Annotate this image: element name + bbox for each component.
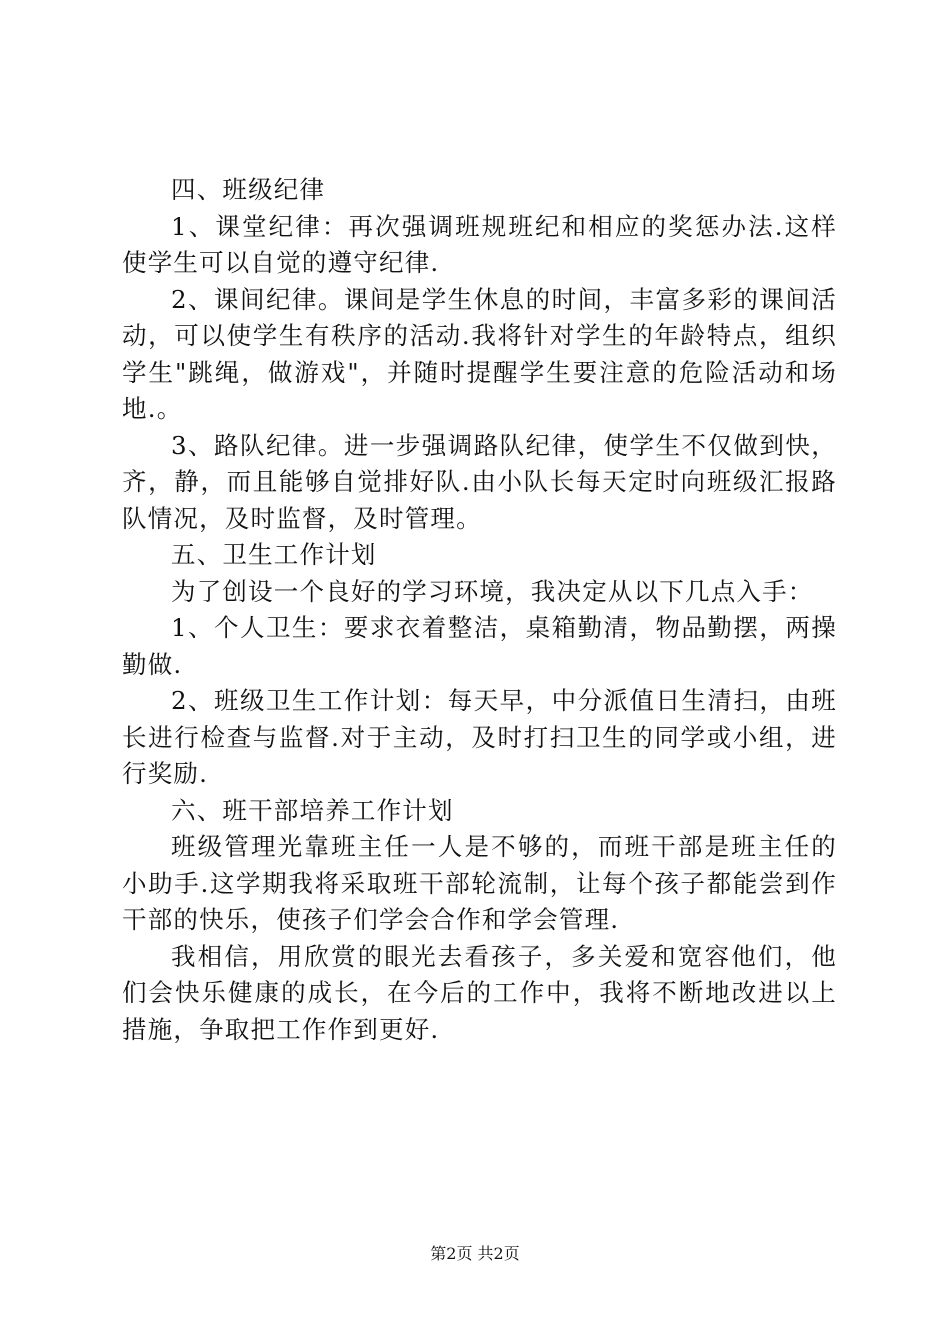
section-heading-cadre: 六、班干部培养工作计划	[171, 795, 454, 825]
page-number-footer: 第2页 共2页	[430, 1244, 520, 1263]
paragraph-class-hygiene: 2、班级卫生工作计划：每天早，中分派值日生清扫，由班长进行检查与监督.对于主动，及时打扫卫生的同学或小组，进行奖励.	[122, 686, 837, 788]
paragraph-classroom-discipline: 1、课堂纪律：再次强调班规班纪和相应的奖惩办法.这样使学生可以自觉的遵守纪律.	[122, 211, 837, 277]
paragraph-line-discipline: 3、路队纪律。进一步强调路队纪律，使学生不仅做到快，齐，静，而且能够自觉排好队.由小队长每天定时向班级汇报路队情况，及时监督，及时管理。	[122, 430, 837, 533]
paragraph-break-discipline: 2、课间纪律。课间是学生休息的时间，丰富多彩的课间活动，可以使学生有秩序的活动.我将针对学生的年龄特点，组织学生"跳绳，做游戏"，并随时提醒学生要注意的危险活动和场地.。	[122, 284, 837, 423]
document-body	[122, 172, 837, 1048]
paragraph-cadre-plan: 班级管理光靠班主任一人是不够的，而班干部是班主任的小助手.这学期我将采取班干部轮流制，让每个孩子都能尝到作干部的快乐，使孩子们学会合作和学会管理.	[122, 832, 837, 934]
section-heading-discipline: 四、班级纪律	[171, 175, 326, 204]
paragraph-hygiene-intro: 为了创设一个良好的学习环境，我决定从以下几点入手：	[171, 576, 814, 606]
paragraph-personal-hygiene: 1、个人卫生：要求衣着整洁，桌箱勤清，物品勤摆，两操勤做.	[122, 613, 837, 679]
section-heading-hygiene: 五、卫生工作计划	[171, 540, 377, 569]
paragraph-conclusion: 我相信，用欣赏的眼光去看孩子，多关爱和宽容他们，他们会快乐健康的成长，在今后的工作中，我将不断地改进以上措施，争取把工作作到更好.	[122, 941, 837, 1044]
